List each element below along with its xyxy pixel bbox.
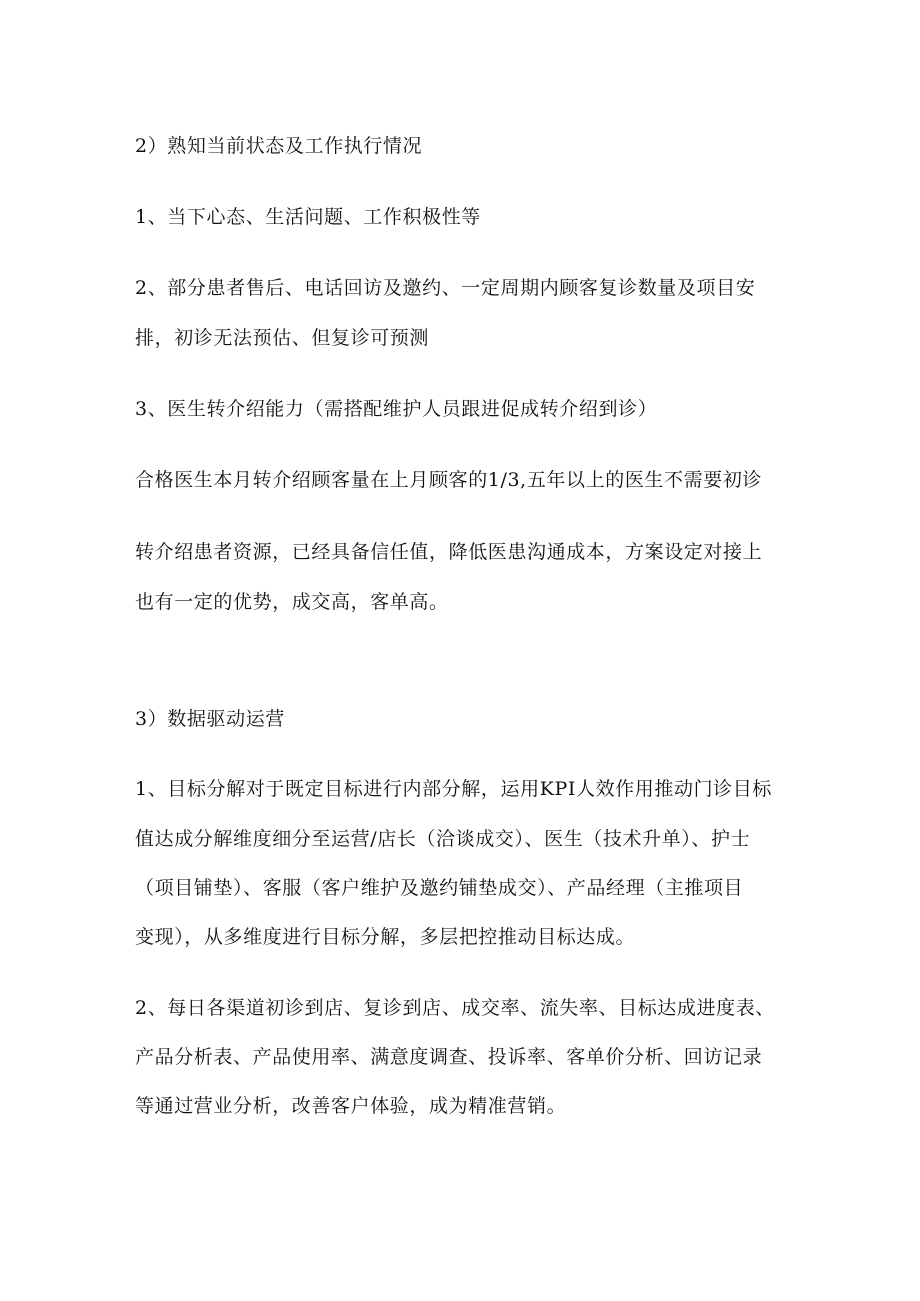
section-3-heading: 3）数据驱动运营 [135, 708, 285, 730]
section-2-paragraph-2-line-1: 转介绍患者资源，已经具备信任值，降低医患沟通成本，方案设定对接上 [135, 541, 763, 563]
section-3-item-2-line-1: 2、每日各渠道初诊到店、复诊到店、成交率、流失率、目标达成进度表、 [135, 997, 775, 1019]
section-2-paragraph-1: 合格医生本月转介绍顾客量在上月顾客的1/3,五年以上的医生不需要初诊 [135, 469, 763, 491]
section-2-paragraph-2-line-2: 也有一定的优势，成交高，客单高。 [135, 591, 449, 613]
section-3-item-1-line-1: 1、目标分解对于既定目标进行内部分解，运用KPI人效作用推动门诊目标 [135, 778, 772, 800]
section-2-heading: 2）熟知当前状态及工作执行情况 [135, 135, 423, 157]
section-3-item-2-line-2: 产品分析表、产品使用率、满意度调查、投诉率、客单价分析、回访记录 [135, 1046, 763, 1068]
section-3-item-2-line-3: 等通过营业分析，改善客户体验，成为精准营销。 [135, 1095, 567, 1117]
section-2-item-2-line-1: 2、部分患者售后、电话回访及邀约、一定周期内顾客复诊数量及项目安 [135, 277, 756, 299]
section-3-item-1-line-2: 值达成分解维度细分至运营/店长（洽谈成交）、医生（技术升单）、护士 [135, 828, 751, 850]
section-2-item-3: 3、医生转介绍能力（需搭配维护人员跟进促成转介绍到诊） [135, 398, 658, 420]
section-2-item-1: 1、当下心态、生活问题、工作积极性等 [135, 206, 481, 228]
section-3-item-1-line-3: （项目铺垫）、客服（客户维护及邀约铺垫成交）、产品经理（主推项目 [135, 877, 744, 899]
section-2-item-2-line-2: 排，初诊无法预估、但复诊可预测 [135, 327, 430, 349]
section-3-item-1-line-4: 变现），从多维度进行目标分解，多层把控推动目标达成。 [135, 926, 636, 948]
